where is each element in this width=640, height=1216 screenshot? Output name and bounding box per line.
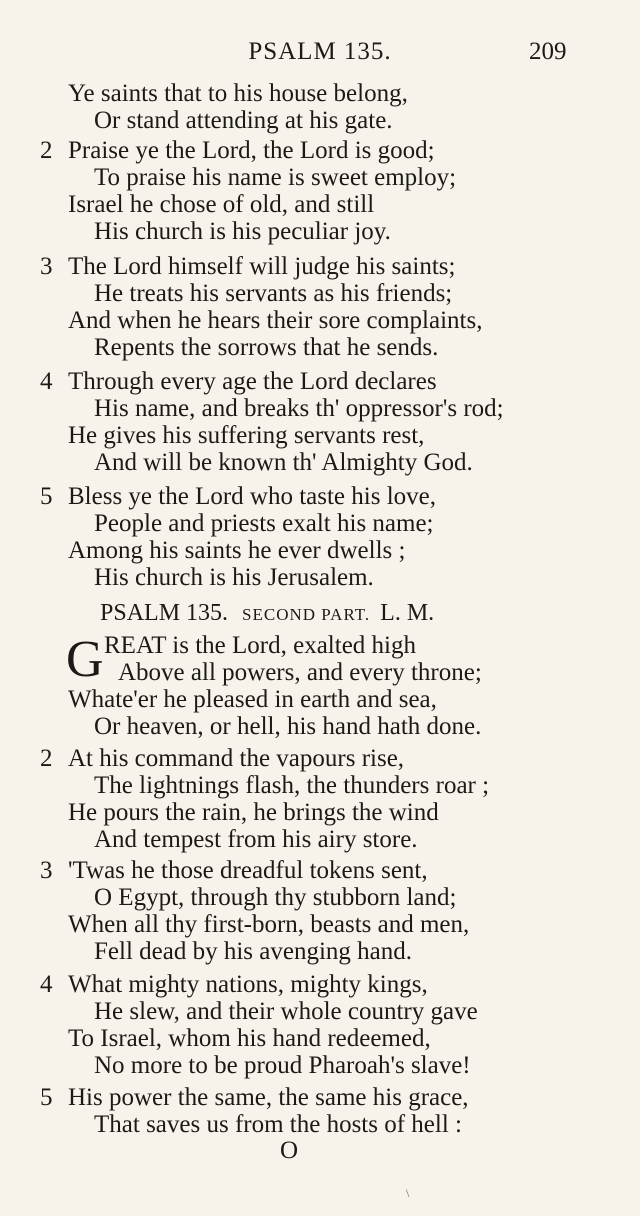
verse-line: Or stand attending at his gate. xyxy=(94,107,393,134)
running-header: PSALM 135. xyxy=(248,38,392,65)
section-part: SECOND PART. xyxy=(242,605,371,624)
verse-line: No more to be proud Pharoah's slave! xyxy=(94,1052,471,1079)
verse-line: What mighty nations, mighty kings, xyxy=(68,971,428,998)
verse-line: To Israel, whom his hand redeemed, xyxy=(68,1025,431,1052)
verse-line: O Egypt, through thy stubborn land; xyxy=(94,884,457,911)
verse-line: His church is his peculiar joy. xyxy=(94,218,391,245)
stanza-number: 3 xyxy=(40,253,53,280)
verse-line: Among his saints he ever dwells ; xyxy=(68,537,406,564)
verse-line: At his command the vapours rise, xyxy=(68,745,405,772)
verse-line: Praise ye the Lord, the Lord is good; xyxy=(68,137,435,164)
stanza-number: 5 xyxy=(40,1084,53,1111)
verse-line: When all thy first-born, beasts and men, xyxy=(68,911,470,938)
verse-line: And will be known th' Almighty God. xyxy=(94,449,473,476)
stanza-number: 5 xyxy=(40,483,53,510)
verse-line: That saves us from the hosts of hell : xyxy=(94,1111,462,1138)
verse-line: Whate'er he pleased in earth and sea, xyxy=(68,686,437,713)
stanza-number: 2 xyxy=(40,137,53,164)
verse-line: He gives his suffering servants rest, xyxy=(68,422,425,449)
verse-line: He pours the rain, he brings the wind xyxy=(68,799,439,826)
verse-line: The lightnings flash, the thunders roar ; xyxy=(94,772,490,799)
stanza-number: 4 xyxy=(40,971,53,998)
section-psalm: PSALM 135. xyxy=(100,600,229,626)
verse-line: REAT is the Lord, exalted high xyxy=(104,632,416,659)
verse-line: He treats his servants as his friends; xyxy=(94,280,453,307)
verse-line: Above all powers, and every throne; xyxy=(118,659,482,686)
page-number: 209 xyxy=(529,38,567,65)
catchword: O xyxy=(280,1137,299,1164)
print-mark: \ xyxy=(406,1186,410,1200)
verse-line: Bless ye the Lord who taste his love, xyxy=(68,483,436,510)
verse-line: His church is his Jerusalem. xyxy=(94,564,374,591)
verse-line: And when he hears their sore complaints, xyxy=(68,307,483,334)
stanza-number: 2 xyxy=(40,745,53,772)
verse-line: Fell dead by his avenging hand. xyxy=(94,938,412,965)
verse-line: People and priests exalt his name; xyxy=(94,510,434,537)
verse-line: Or heaven, or hell, his hand hath done. xyxy=(94,713,482,740)
verse-line: The Lord himself will judge his saints; xyxy=(68,253,456,280)
verse-line: And tempest from his airy store. xyxy=(94,826,418,853)
verse-line: His power the same, the same his grace, xyxy=(68,1084,469,1111)
verse-line: Through every age the Lord declares xyxy=(68,368,437,395)
verse-line: Ye saints that to his house belong, xyxy=(68,80,408,107)
verse-line: He slew, and their whole country gave xyxy=(94,998,478,1025)
verse-line: Repents the sorrows that he sends. xyxy=(94,334,439,361)
verse-line: His name, and breaks th' oppressor's rod; xyxy=(94,395,504,422)
verse-line: To praise his name is sweet employ; xyxy=(94,164,457,191)
section-meter: L. M. xyxy=(380,600,435,626)
verse-line: 'Twas he those dreadful tokens sent, xyxy=(68,857,428,884)
drop-cap: G xyxy=(66,631,104,688)
stanza-number: 4 xyxy=(40,368,53,395)
verse-line: Israel he chose of old, and still xyxy=(68,191,375,218)
section-heading xyxy=(100,600,434,627)
stanza-number: 3 xyxy=(40,857,53,884)
